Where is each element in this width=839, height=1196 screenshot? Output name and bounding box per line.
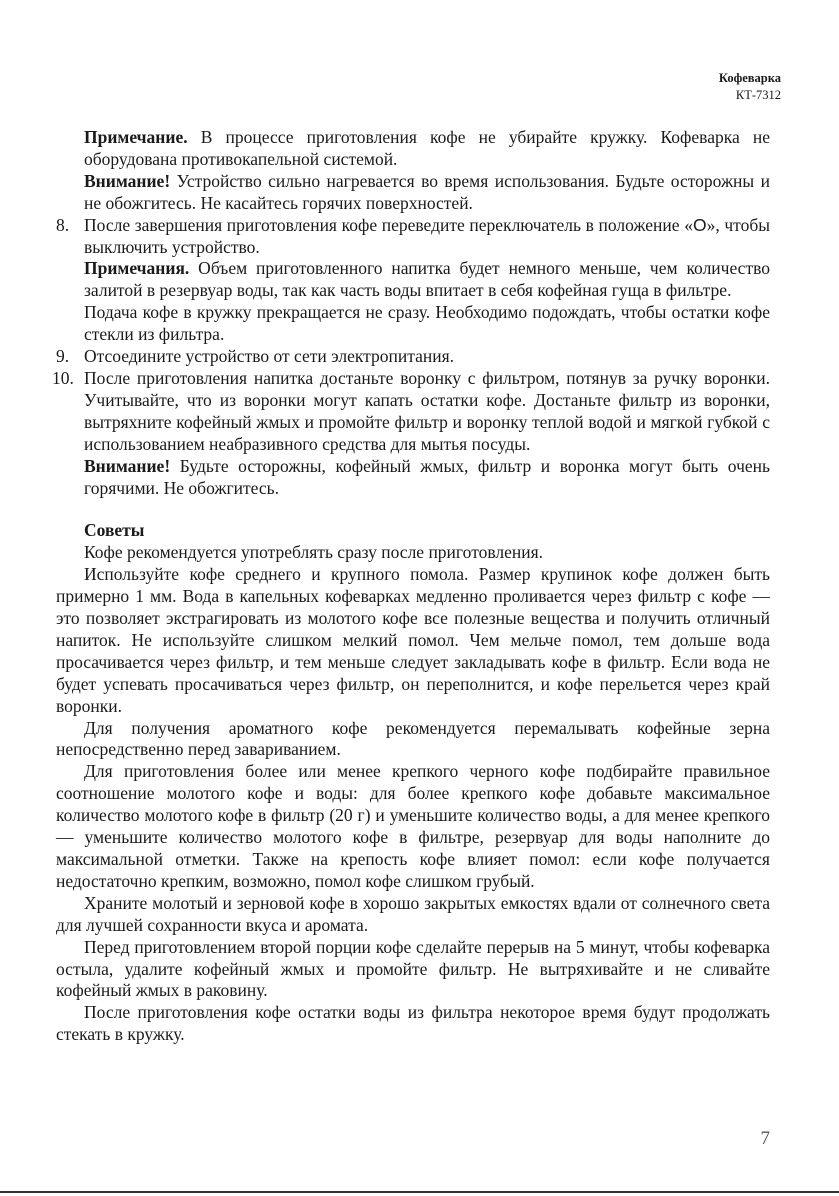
page-number: 7 — [760, 1128, 770, 1149]
step-10 — [52, 367, 770, 456]
warning-text: Устройство сильно нагревается во время использования. Будьте осторожны и не обожгитесь. Не касайтесь горячих поверхностей. — [84, 170, 770, 213]
step-text-end: », чтобы выключить устройство. — [84, 214, 770, 257]
step-9 — [56, 346, 770, 368]
header-brand: Кофеварка — [718, 71, 781, 85]
step-number: 9. — [56, 346, 70, 367]
tip-paragraph: Для получения ароматного кофе рекомендуется перемалывать кофейные зерна непосредственно перед завариванием. — [56, 717, 770, 760]
note-paragraph — [56, 127, 770, 171]
page-content — [52, 127, 770, 1046]
header-model: КТ-7312 — [735, 88, 781, 102]
step-text: Отсоедините устройство от сети электропитания. — [84, 346, 455, 367]
tip-paragraph: Используйте кофе среднего и крупного помола. Размер крупинок кофе должен быть примерно 1 мм. Вода в капельных кофеварках медленно проливается через фильтр с кофе — это позволяет экстрагировать из молотого кофе все полезные вещества и получить отличный напиток. Не используйте слишком мелкий помол. Чем мельче помол, тем дольше вода просачивается через фильтр, и тем меньше следует закладывать кофе в фильтр. Если вода не будет успевать просачиваться через фильтр, он переполнится, и кофе перельется через край воронки. — [56, 564, 770, 716]
note-label: Примечание. — [84, 127, 188, 147]
off-symbol-icon: O — [692, 214, 707, 235]
step-8-note-2: Подача кофе в кружку прекращается не сразу. Необходимо подождать, чтобы остатки кофе стекли из фильтра. — [84, 302, 770, 345]
note-text: В процессе приготовления кофе не убирайте кружку. Кофеварка не оборудована противокапельной системой. — [84, 127, 770, 169]
step-text: После приготовления напитка достаньте воронку с фильтром, потянув за ручку воронки. Учитывайте, что из воронки могут капать остатки кофе. Достаньте фильтр из воронки, вытряхните кофейный жмых и промойте фильтр и воронку теплой водой и мягкой губкой с использованием неабразивного средства для мытья посуды. — [84, 367, 770, 454]
step-text: После завершения приготовления кофе переведите переключатель в положение « — [84, 214, 693, 235]
step-number: 10. — [52, 367, 74, 388]
tip-paragraph: Перед приготовлением второй порции кофе сделайте перерыв на 5 минут, чтобы кофеварка остыла, удалите кофейный жмых и промойте фильтр. Не вытряхивайте и не сливайте кофейный жмых в раковину. — [56, 936, 770, 1001]
warning-paragraph — [56, 171, 770, 215]
tip-paragraph: Храните молотый и зерновой кофе в хорошо закрытых емкостях вдали от солнечного света для лучшей сохранности вкуса и аромата. — [56, 892, 770, 935]
tips-heading: Советы — [84, 520, 145, 541]
step-8-note — [56, 258, 770, 302]
warning-text: Будьте осторожны, кофейный жмых, фильтр и воронка могут быть очень горячими. Не обожгитесь. — [84, 455, 770, 498]
step-10-warning — [56, 456, 770, 500]
step-number: 8. — [56, 214, 70, 235]
page-header — [719, 70, 781, 104]
tip-paragraph: Для приготовления более или менее крепкого черного кофе подбирайте правильное соотношение молотого кофе и воды: для более крепкого кофе добавьте максимальное количество молотого кофе в фильтр (20 г) и уменьшите количество воды, а для менее крепкого — уменьшите количество молотого кофе в фильтре, резервуар для воды наполните до максимальной отметки. Также на крепость кофе влияет помол: если кофе получается недостаточно крепким, возможно, помол кофе слишком грубый. — [56, 761, 770, 891]
note-text: Объем приготовленного напитка будет немного меньше, чем количество залитой в резервуар воды, так как часть воды впитает в себя кофейная гуща в фильтре. — [84, 258, 770, 301]
note-label: Примечания. — [84, 258, 190, 279]
step-8 — [56, 215, 770, 259]
tip-paragraph: После приготовления кофе остатки воды из фильтра некоторое время будут продолжать стекать в кружку. — [56, 1002, 770, 1045]
bottom-divider — [0, 1191, 839, 1193]
warning-label: Внимание! — [84, 170, 171, 191]
tip-paragraph: Кофе рекомендуется употреблять сразу после приготовления. — [84, 542, 544, 563]
warning-label: Внимание! — [84, 455, 171, 476]
